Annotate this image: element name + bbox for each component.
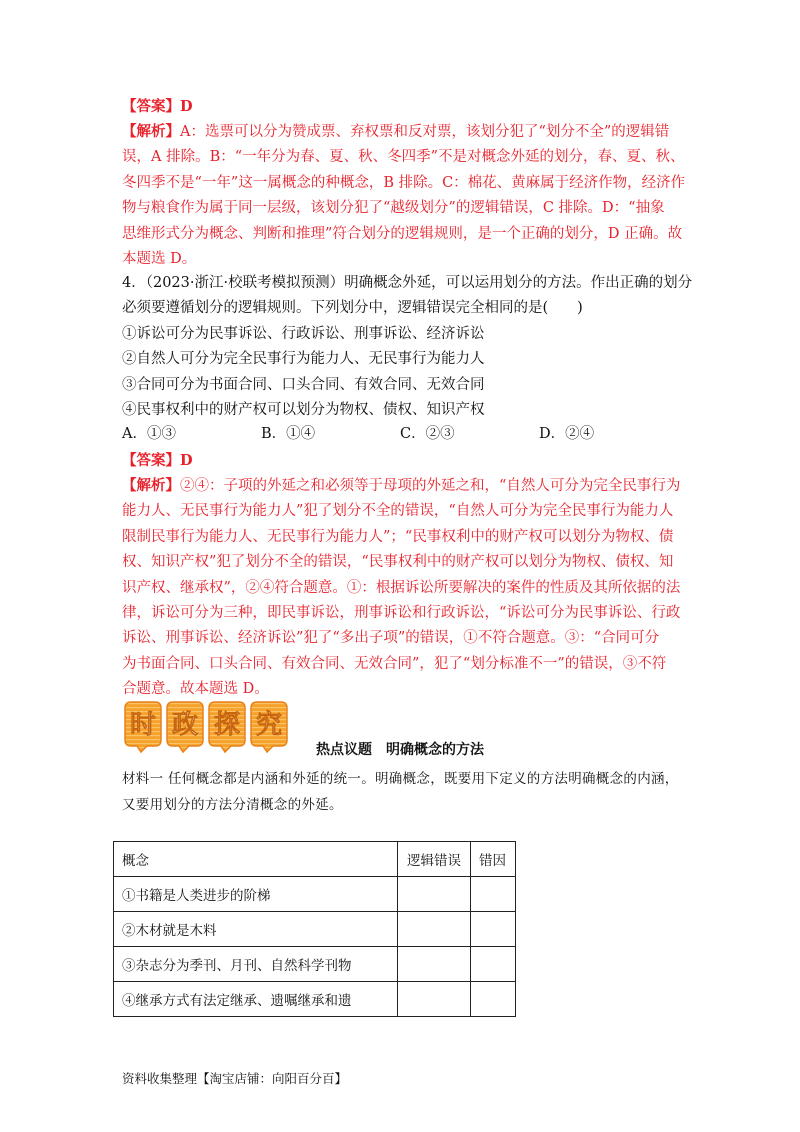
table-row [114,982,516,1017]
concept-table [113,841,516,1017]
question-4-item: ③合同可分为书面合同、口头合同、有效合同、无效合同 [122,376,485,393]
table-cell-concept: ③杂志分为季刊、月刊、自然科学刊物 [114,947,398,982]
question-4-line: 必须要遵循划分的逻辑规则。下列划分中，逻辑错误完全相同的是( ) [122,300,583,317]
analysis-1-line: 物与粮食作为属于同一层级，该划分犯了“越级划分”的逻辑错误，C 排除。D：“抽象 [122,200,665,217]
analysis-2-line: 合题意。故本题选 D。 [122,681,269,698]
answer-2 [122,448,682,474]
analysis-1-line: A：选票可以分为赞成票、弃权票和反对票，该划分犯了“划分不全”的逻辑错 [180,124,670,140]
answer-2-value: D [180,452,193,469]
analysis-2-line: ②④：子项的外延之和必须等于母项的外延之和，“自然人可分为完全民事行为 [180,478,681,494]
table-header-logic-error: 逻辑错误 [398,842,471,877]
option-b: B．①④ [261,426,316,442]
analysis-2-line: 权、知识产权”犯了划分不全的错误，“民事权利中的财产权可以划分为物权、债权、知 [122,554,674,571]
question-4-item: ①诉讼可分为民事诉讼、行政诉讼、刑事诉讼、经济诉讼 [122,325,485,342]
table-cell-cause[interactable] [471,912,516,947]
banner-char: 政 [171,710,199,740]
footer-source: 资料收集整理【淘宝店铺：向阳百分百】 [122,1071,348,1086]
banner-char: 探 [213,710,241,740]
question-4-item: ④民事权利中的财产权可以划分为物权、债权、知识产权 [122,402,485,419]
table-cell-logic-error[interactable] [398,912,471,947]
table-cell-concept: ④继承方式有法定继承、遗嘱继承和遗 [114,982,398,1017]
option-a: A．①③ [122,426,176,442]
option-c: C．②③ [400,426,455,442]
analysis-2 [122,473,682,703]
analysis-2-label: 【解析】 [122,477,180,494]
banner-char: 究 [255,710,283,740]
analysis-2-line: 为书面合同、口头合同、有效合同、无效合同”，犯了“划分标准不一”的错误，③不符 [122,655,667,672]
material-1 [122,766,682,818]
analysis-1-label: 【解析】 [122,123,180,140]
analysis-2-line: 识产权、继承权”，②④符合题意。①：根据诉讼所要解决的案件的性质及其所依据的法 [122,579,681,596]
table-header-concept: 概念 [114,842,398,877]
analysis-2-line: 限制民事行为能力人、无民事行为能力人”；“民事权利中的财产权可以划分为物权、债 [122,528,674,545]
question-4-options [122,422,682,446]
answer-1-label: 【答案】 [122,98,180,115]
analysis-2-line: 诉讼、刑事诉讼、经济诉讼”犯了“多出子项”的错误，①不符合题意。③：“合同可分 [122,630,660,647]
table-header-row [114,842,516,877]
section-title: 热点议题 明确概念的方法 [316,742,484,758]
table-row [114,947,516,982]
table-row [114,877,516,912]
answer-2-label: 【答案】 [122,452,180,469]
answer-1 [122,94,682,120]
table-cell-logic-error[interactable] [398,947,471,982]
question-4 [122,271,693,423]
table-cell-concept: ①书籍是人类进步的阶梯 [114,877,398,912]
option-d: D．②④ [539,426,595,442]
table-cell-cause[interactable] [471,877,516,912]
analysis-1-line: 误，A 排除。B：“一年分为春、夏、秋、冬四季”不是对概念外延的划分，春、夏、秋、 [122,149,685,166]
analysis-2-line: 能力人、无民事行为能力人”犯了划分不全的错误，“自然人可分为完全民事行为能力人 [122,503,674,520]
analysis-1-line: 本题选 D。 [122,251,197,268]
question-4-line: 4．（2023·浙江·校联考模拟预测）明确概念外延，可以运用划分的方法。作出正确的划分 [122,275,693,291]
analysis-1-line: 冬四季不是“一年”这一属概念的种概念，B 排除。C：棉花、黄麻属于经济作物，经济作 [122,174,686,191]
material-line: 材料一 任何概念都是内涵和外延的统一。明确概念，既要用下定义的方法明确概念的内涵， [122,771,679,787]
analysis-1-line: 思维形式分为概念、判断和推理”符合划分的逻辑规则，是一个正确的划分，D 正确。故 [122,225,683,242]
table-cell-logic-error[interactable] [398,877,471,912]
banner-char: 时 [129,710,157,740]
table-cell-cause[interactable] [471,947,516,982]
analysis-2-line: 律，诉讼可分为三种，即民事诉讼，刑事诉讼和行政诉讼，“诉讼可分为民事诉讼、行政 [122,605,681,622]
material-line: 又要用划分的方法分清概念的外延。 [122,797,343,813]
analysis-1 [122,119,686,272]
table-cell-logic-error[interactable] [398,982,471,1017]
table-cell-concept: ②木材就是木料 [114,912,398,947]
question-4-item: ②自然人可分为完全民事行为能力人、无民事行为能力人 [122,351,485,368]
table-row [114,912,516,947]
table-header-cause: 错因 [471,842,516,877]
table-cell-cause[interactable] [471,982,516,1017]
answer-1-value: D [180,98,193,115]
